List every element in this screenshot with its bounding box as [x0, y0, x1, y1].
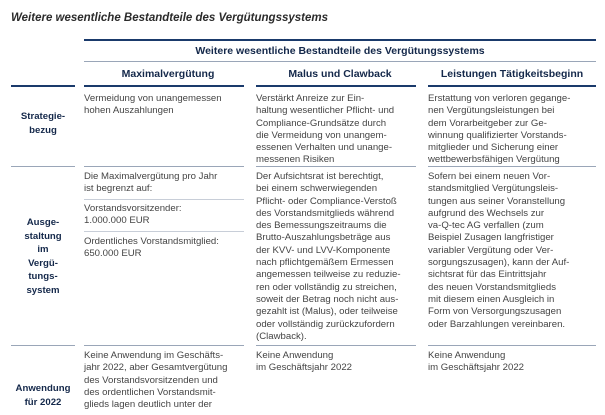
table-top-rule: [84, 39, 596, 41]
col-header-maximalverguetung: Maximalvergütung: [121, 68, 215, 80]
row-divider-1d: [428, 166, 596, 167]
cell-strategie-begin: Erstattung von verloren gegange- nen Vergütungsleistungen bei dem Vorarbeitgeber zur Ge- winnung qualifizierter Vorstands- mitglieder und Sicherung einer wettbewerbsfähigen Vergütung: [428, 93, 571, 166]
row-divider-1a: [11, 166, 75, 167]
row-divider-1b: [84, 166, 244, 167]
cell-anwendung-malus: Keine Anwendung im Geschäftsjahr 2022: [256, 350, 352, 374]
cell-anwendung-max: Keine Anwendung im Geschäfts- jahr 2022, aber Gesamtvergütung des Vorstandsvorsitzenden und des ordentlichen Vorstandsmit- glieds lagen deutlich unter der: [84, 350, 228, 411]
row-divider-2b: [84, 345, 244, 346]
cell-strategie-max: Vermeidung von unangemessen hohen Auszahlungen: [84, 93, 222, 117]
header-bar-col4: [428, 85, 596, 87]
caption-divider: [84, 61, 596, 62]
row-label-strategiebezug: Strategie- bezug: [20, 111, 66, 136]
header-bar-col2: [84, 85, 244, 87]
col-header-leistungen-taetigkeitsbeginn: Leistungen Tätigkeitsbeginn: [440, 68, 584, 80]
row-divider-1c: [256, 166, 416, 167]
row-label-anwendung-2022: Anwendung für 2022: [15, 383, 71, 408]
table-caption: Weitere wesentliche Bestandteile des Vergütungssystems: [195, 45, 485, 57]
subdivider-max-2: [84, 231, 244, 232]
row-divider-2d: [428, 345, 596, 346]
col-header-malus-clawback: Malus und Clawback: [288, 68, 392, 80]
subdivider-max-1: [84, 199, 244, 200]
cell-strategie-malus: Verstärkt Anreize zur Ein- haltung wesentlicher Pflicht- und Compliance-Grundsätze durch die Vermeidung von unangem- essenen Verhalten und unange- messenen Risiken: [256, 93, 395, 166]
cell-anwendung-begin: Keine Anwendung im Geschäftsjahr 2022: [428, 350, 524, 374]
cell-ausgestaltung-max-member: Ordentliches Vorstandsmitglied: 650.000 EUR: [84, 236, 219, 260]
row-label-ausgestaltung: Ausge- staltung im Vergü- tungs- system: [24, 217, 62, 296]
page-title: Weitere wesentliche Bestandteile des Vergütungssystems: [11, 12, 329, 24]
cell-ausgestaltung-max-chair: Vorstandsvorsitzender: 1.000.000 EUR: [84, 203, 182, 227]
cell-ausgestaltung-malus: Der Aufsichtsrat ist berechtigt, bei einem schwerwiegenden Pflicht- oder Compliance-Verstoß des Vorstandsmitglieds während des Bemessungszeitraums die Brutto-Auszahlungsbeträge aus der KVV- und LVV-Komponente nach pflichtgemäßem Ermessen angemessen teilweise zu reduzie- ren oder vollständig zu streichen, soweit der Betrag noch nicht aus- gezahlt ist (Malus), oder teilweise oder vollständig zurückzufordern (Clawback).: [256, 171, 401, 342]
row-divider-2c: [256, 345, 416, 346]
row-divider-2a: [11, 345, 75, 346]
cell-ausgestaltung-begin: Sofern bei einem neuen Vor- standsmitglied Vergütungsleis- tungen aus seiner Voranstellung aufgrund des Wechsels zur va-Q-tec AG verfallen (zum Beispiel Zusagen langfristiger variabler Vergütung oder Ver- sorgungszusagen), kann der Auf- sichtsrat für das Eintrittsjahr des neuen Vorstandsmitglieds mit diesem einen Ausgleich in Form von Versorgungszusagen oder Barzahlungen vereinbaren.: [428, 171, 570, 330]
header-bar-col3: [256, 85, 416, 87]
header-bar-col1: [11, 85, 75, 87]
cell-ausgestaltung-max-intro: Die Maximalvergütung pro Jahr ist begrenzt auf:: [84, 171, 218, 195]
